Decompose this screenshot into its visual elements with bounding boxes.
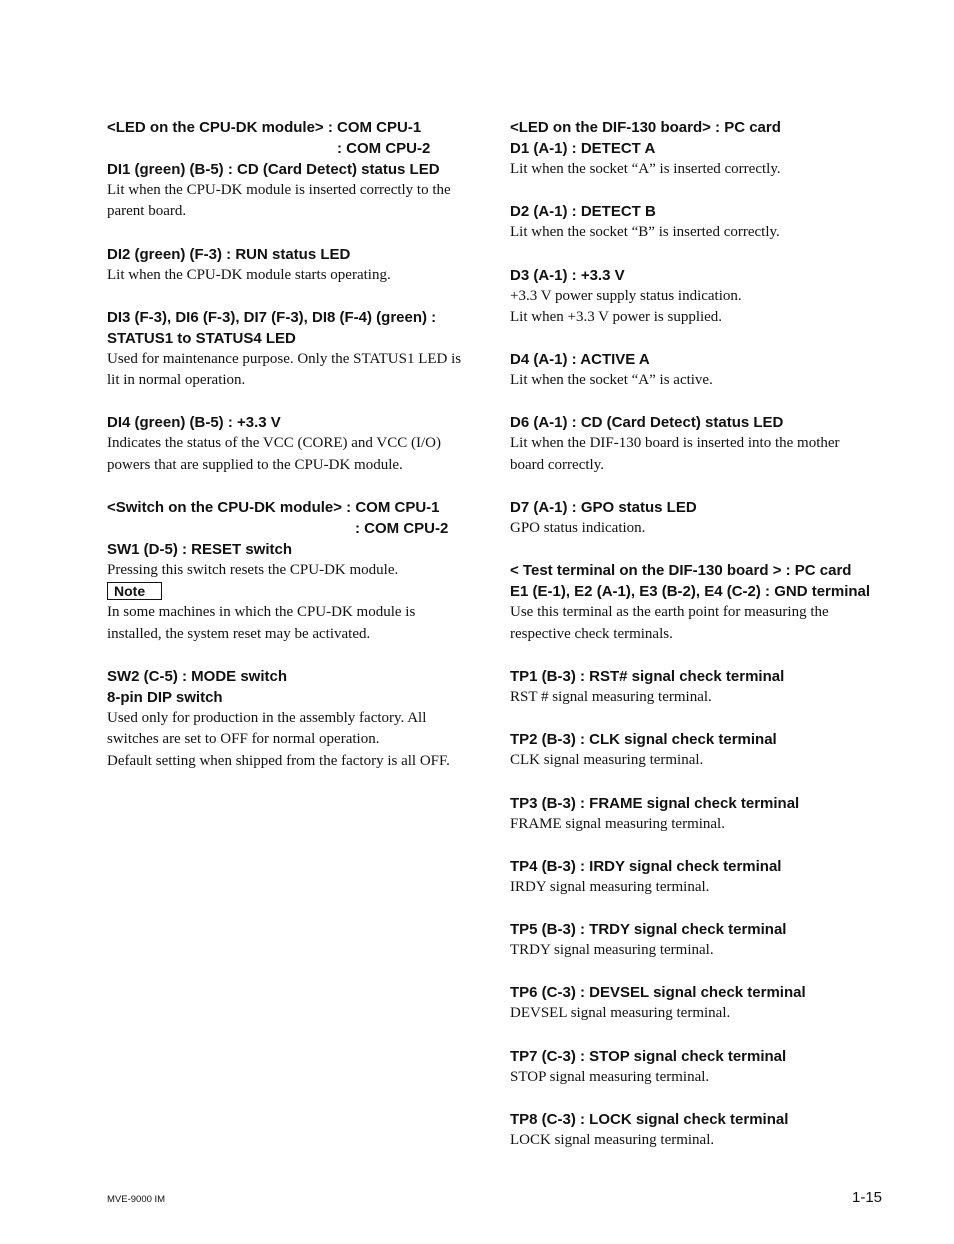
item-text: Used for maintenance purpose. Only the STATUS1 LED is (107, 350, 462, 367)
item-text: FRAME signal measuring terminal. (510, 815, 725, 832)
item-heading-tp6: TP6 (C-3) : DEVSEL signal check terminal (510, 984, 806, 1002)
item-text: Lit when the CPU-DK module starts operating. (107, 266, 391, 283)
item-heading-tp5: TP5 (B-3) : TRDY signal check terminal (510, 921, 787, 939)
section-heading-led-cpu-dk: <LED on the CPU-DK module> : COM CPU-1 (107, 119, 422, 136)
item-heading-sw1: SW1 (D-5) : RESET switch (107, 541, 293, 559)
item-heading-sw2-sub: 8-pin DIP switch (107, 688, 223, 706)
item-text: Used only for production in the assembly factory. All (107, 709, 427, 726)
item-heading-tp8: TP8 (C-3) : LOCK signal check terminal (510, 1111, 789, 1129)
item-heading-d3: D3 (A-1) : +3.3 V (510, 266, 625, 284)
item-text: RST # signal measuring terminal. (510, 688, 712, 705)
item-text: Default setting when shipped from the factory is all OFF. (107, 752, 450, 769)
item-text: STOP signal measuring terminal. (510, 1068, 710, 1085)
item-heading-d7: D7 (A-1) : GPO status LED (510, 499, 697, 517)
item-text: LOCK signal measuring terminal. (510, 1132, 715, 1149)
item-text: Lit when +3.3 V power is supplied. (510, 308, 723, 325)
item-text: TRDY signal measuring terminal. (510, 942, 714, 959)
left-column (107, 117, 485, 772)
item-heading-tp3: TP3 (B-3) : FRAME signal check terminal (510, 794, 800, 812)
section-heading-led-dif-130: <LED on the DIF-130 board> : PC card (510, 119, 781, 136)
item-text: lit in normal operation. (107, 372, 246, 389)
item-text: DEVSEL signal measuring terminal. (510, 1005, 731, 1022)
item-text: parent board. (107, 203, 187, 220)
item-text: board correctly. (510, 456, 604, 473)
item-text: IRDY signal measuring terminal. (510, 878, 710, 895)
note-text: In some machines in which the CPU-DK module is (107, 604, 416, 621)
item-heading-d4: D4 (A-1) : ACTIVE A (510, 351, 650, 369)
item-heading-d1: D1 (A-1) : DETECT A (510, 140, 656, 157)
item-text: Lit when the socket “B” is inserted correctly. (510, 224, 780, 241)
item-text: CLK signal measuring terminal. (510, 752, 704, 769)
item-text: powers that are supplied to the CPU-DK module. (107, 456, 403, 473)
note-text: installed, the system reset may be activated. (107, 625, 371, 642)
item-text: Use this terminal as the earth point for measuring the (510, 604, 829, 621)
section-heading-led-cpu-dk-cont: : COM CPU-2 (337, 140, 431, 157)
item-text: GPO status indication. (510, 520, 646, 537)
item-heading-tp4: TP4 (B-3) : IRDY signal check terminal (510, 857, 782, 875)
section-heading-switch-cpu-dk-cont: : COM CPU-2 (355, 520, 449, 538)
item-heading-sw2: SW2 (C-5) : MODE switch (107, 667, 288, 685)
item-text: Lit when the DIF-130 board is inserted into the mother (510, 435, 840, 452)
item-heading-di4: DI4 (green) (B-5) : +3.3 V (107, 414, 281, 432)
item-heading-di2: DI2 (green) (F-3) : RUN status LED (107, 245, 351, 263)
item-heading-tp1: TP1 (B-3) : RST# signal check terminal (510, 667, 785, 685)
item-text: Lit when the CPU-DK module is inserted correctly to the (107, 182, 451, 198)
item-text: switches are set to OFF for normal operation. (107, 731, 380, 748)
page-number: 1-15 (852, 1189, 883, 1206)
item-text: +3.3 V power supply status indication. (510, 287, 742, 304)
item-heading-di3: DI3 (F-3), DI6 (F-3), DI7 (F-3), DI8 (F-4) (green) : (107, 308, 437, 326)
item-heading-d6: D6 (A-1) : CD (Card Detect) status LED (510, 414, 784, 432)
item-text: respective check terminals. (510, 625, 673, 642)
item-heading-tp2: TP2 (B-3) : CLK signal check terminal (510, 731, 777, 749)
footer-model: MVE-9000 IM (107, 1194, 166, 1205)
note-label: Note (107, 582, 162, 600)
section-heading-switch-cpu-dk: <Switch on the CPU-DK module> : COM CPU-1 (107, 499, 440, 517)
item-text: Lit when the socket “A” is active. (510, 372, 713, 389)
item-text: Lit when the socket “A” is inserted correctly. (510, 161, 781, 177)
item-heading-di3-cont: STATUS1 to STATUS4 LED (107, 329, 296, 347)
right-column (510, 117, 900, 1151)
item-heading-d2: D2 (A-1) : DETECT B (510, 203, 656, 221)
item-heading-tp7: TP7 (C-3) : STOP signal check terminal (510, 1047, 787, 1065)
item-text: Indicates the status of the VCC (CORE) and VCC (I/O) (107, 435, 441, 452)
item-heading-gnd: E1 (E-1), E2 (A-1), E3 (B-2), E4 (C-2) : GND terminal (510, 583, 871, 601)
item-heading-di1: DI1 (green) (B-5) : CD (Card Detect) status LED (107, 161, 440, 178)
item-text: Pressing this switch resets the CPU-DK module. (107, 562, 399, 579)
section-heading-test-terminal: < Test terminal on the DIF-130 board > : PC card (510, 562, 852, 580)
